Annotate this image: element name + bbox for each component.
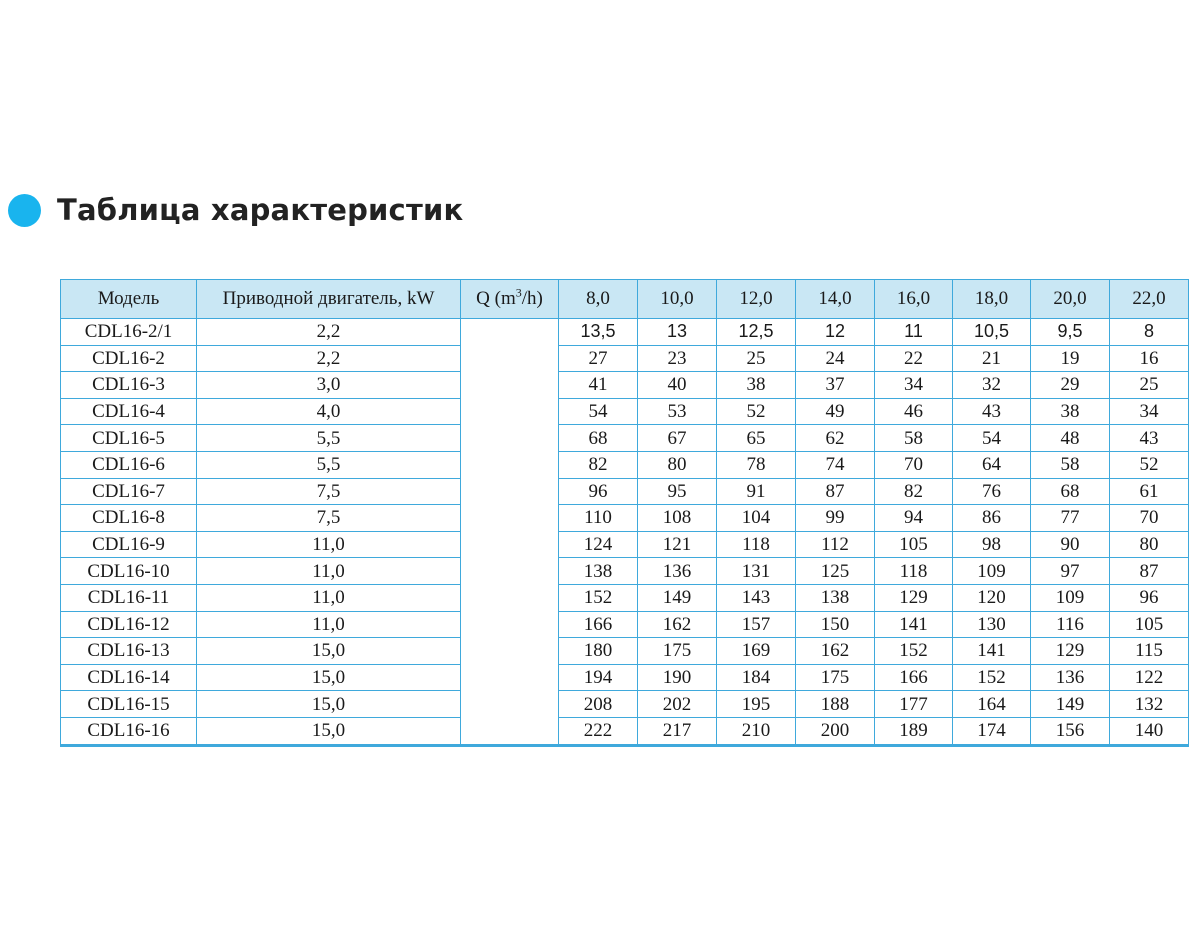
header-flow [461, 280, 559, 319]
head-value-cell: 105 [875, 531, 953, 558]
head-value-cell: 175 [638, 638, 717, 665]
header-flow-prefix: Q (m [476, 288, 516, 309]
head-value-cell: 131 [717, 558, 796, 585]
model-cell: CDL16-5 [61, 425, 197, 452]
model-cell: CDL16-14 [61, 664, 197, 691]
table-row [61, 372, 1189, 399]
head-value-cell: 169 [717, 638, 796, 665]
head-value-cell: 166 [875, 664, 953, 691]
table-row [61, 717, 1189, 745]
model-cell: CDL16-4 [61, 398, 197, 425]
head-value-cell: 54 [559, 398, 638, 425]
head-value-cell: 162 [638, 611, 717, 638]
head-value-cell: 143 [717, 584, 796, 611]
head-value-cell: 195 [717, 691, 796, 718]
head-value-cell: 12 [796, 319, 875, 346]
table-row [61, 611, 1189, 638]
power-cell: 2,2 [197, 345, 461, 372]
head-value-cell: 29 [1031, 372, 1110, 399]
table-row [61, 664, 1189, 691]
model-cell: CDL16-7 [61, 478, 197, 505]
head-value-cell: 10,5 [953, 319, 1031, 346]
head-value-cell: 37 [796, 372, 875, 399]
header-flow-value: 20,0 [1031, 280, 1110, 319]
head-value-cell: 9,5 [1031, 319, 1110, 346]
head-value-cell: 129 [875, 584, 953, 611]
header-flow-exponent: 3 [515, 285, 522, 300]
head-value-cell: 70 [1110, 505, 1189, 532]
head-value-cell: 194 [559, 664, 638, 691]
characteristics-table [60, 279, 1189, 747]
head-value-cell: 202 [638, 691, 717, 718]
head-value-cell: 166 [559, 611, 638, 638]
head-value-cell: 136 [1031, 664, 1110, 691]
model-cell: CDL16-8 [61, 505, 197, 532]
head-value-cell: 64 [953, 451, 1031, 478]
power-cell: 15,0 [197, 691, 461, 718]
model-cell: CDL16-2 [61, 345, 197, 372]
head-value-cell: 13 [638, 319, 717, 346]
head-value-cell: 34 [875, 372, 953, 399]
head-value-cell: 149 [638, 584, 717, 611]
model-cell: CDL16-12 [61, 611, 197, 638]
head-value-cell: 200 [796, 717, 875, 745]
table-row [61, 425, 1189, 452]
head-value-cell: 174 [953, 717, 1031, 745]
head-value-cell: 16 [1110, 345, 1189, 372]
head-value-cell: 58 [1031, 451, 1110, 478]
table-row [61, 531, 1189, 558]
head-value-cell: 91 [717, 478, 796, 505]
table-row [61, 451, 1189, 478]
head-value-cell: 78 [717, 451, 796, 478]
head-value-cell: 164 [953, 691, 1031, 718]
head-value-cell: 109 [1031, 584, 1110, 611]
head-value-cell: 99 [796, 505, 875, 532]
header-flow-value: 12,0 [717, 280, 796, 319]
power-cell: 11,0 [197, 558, 461, 585]
head-value-cell: 222 [559, 717, 638, 745]
head-value-cell: 140 [1110, 717, 1189, 745]
head-value-cell: 34 [1110, 398, 1189, 425]
head-value-cell: 141 [953, 638, 1031, 665]
head-value-cell: 61 [1110, 478, 1189, 505]
head-value-cell: 177 [875, 691, 953, 718]
model-cell: CDL16-6 [61, 451, 197, 478]
head-value-cell: 25 [717, 345, 796, 372]
head-value-cell: 46 [875, 398, 953, 425]
head-value-cell: 54 [953, 425, 1031, 452]
head-value-cell: 97 [1031, 558, 1110, 585]
head-value-cell: 118 [875, 558, 953, 585]
head-value-cell: 217 [638, 717, 717, 745]
bullet-dot-icon [8, 194, 41, 227]
head-value-cell: 80 [1110, 531, 1189, 558]
head-value-cell: 120 [953, 584, 1031, 611]
head-value-cell: 129 [1031, 638, 1110, 665]
head-value-cell: 68 [559, 425, 638, 452]
head-value-cell: 8 [1110, 319, 1189, 346]
page-title: Таблица характеристик [57, 193, 464, 227]
head-value-cell: 125 [796, 558, 875, 585]
model-cell: CDL16-11 [61, 584, 197, 611]
table-header-row [61, 280, 1189, 319]
head-value-cell: 32 [953, 372, 1031, 399]
head-value-cell: 98 [953, 531, 1031, 558]
head-value-cell: 82 [875, 478, 953, 505]
head-value-cell: 188 [796, 691, 875, 718]
head-value-cell: 21 [953, 345, 1031, 372]
head-value-cell: 122 [1110, 664, 1189, 691]
head-value-cell: 22 [875, 345, 953, 372]
table-row [61, 345, 1189, 372]
head-value-cell: 115 [1110, 638, 1189, 665]
head-value-cell: 38 [1031, 398, 1110, 425]
head-value-cell: 11 [875, 319, 953, 346]
power-cell: 15,0 [197, 664, 461, 691]
header-flow-value: 18,0 [953, 280, 1031, 319]
power-cell: 7,5 [197, 478, 461, 505]
head-value-cell: 13,5 [559, 319, 638, 346]
head-value-cell: 87 [796, 478, 875, 505]
header-motor: Приводной двигатель, kW [197, 280, 461, 319]
head-label-cell [461, 319, 559, 746]
model-cell: CDL16-13 [61, 638, 197, 665]
head-value-cell: 138 [796, 584, 875, 611]
head-value-cell: 162 [796, 638, 875, 665]
head-value-cell: 96 [559, 478, 638, 505]
power-cell: 15,0 [197, 638, 461, 665]
head-value-cell: 41 [559, 372, 638, 399]
head-value-cell: 70 [875, 451, 953, 478]
model-cell: CDL16-16 [61, 717, 197, 745]
power-cell: 15,0 [197, 717, 461, 745]
power-cell: 7,5 [197, 505, 461, 532]
head-value-cell: 43 [953, 398, 1031, 425]
head-value-cell: 77 [1031, 505, 1110, 532]
head-value-cell: 76 [953, 478, 1031, 505]
head-value-cell: 82 [559, 451, 638, 478]
head-value-cell: 53 [638, 398, 717, 425]
head-value-cell: 110 [559, 505, 638, 532]
head-value-cell: 94 [875, 505, 953, 532]
head-value-cell: 149 [1031, 691, 1110, 718]
head-value-cell: 189 [875, 717, 953, 745]
table-row [61, 398, 1189, 425]
table-row [61, 691, 1189, 718]
power-cell: 11,0 [197, 584, 461, 611]
head-value-cell: 40 [638, 372, 717, 399]
head-value-cell: 180 [559, 638, 638, 665]
head-value-cell: 48 [1031, 425, 1110, 452]
head-value-cell: 25 [1110, 372, 1189, 399]
head-value-cell: 23 [638, 345, 717, 372]
header-model: Модель [61, 280, 197, 319]
head-value-cell: 152 [559, 584, 638, 611]
head-value-cell: 38 [717, 372, 796, 399]
head-value-cell: 43 [1110, 425, 1189, 452]
head-value-cell: 141 [875, 611, 953, 638]
head-value-cell: 124 [559, 531, 638, 558]
head-value-cell: 121 [638, 531, 717, 558]
power-cell: 11,0 [197, 611, 461, 638]
head-value-cell: 132 [1110, 691, 1189, 718]
head-value-cell: 150 [796, 611, 875, 638]
table-body [61, 319, 1189, 746]
table-row [61, 319, 1189, 346]
head-value-cell: 130 [953, 611, 1031, 638]
model-cell: CDL16-2/1 [61, 319, 197, 346]
header-flow-value: 14,0 [796, 280, 875, 319]
model-cell: CDL16-3 [61, 372, 197, 399]
model-cell: CDL16-15 [61, 691, 197, 718]
head-value-cell: 138 [559, 558, 638, 585]
head-value-cell: 108 [638, 505, 717, 532]
head-value-cell: 96 [1110, 584, 1189, 611]
power-cell: 4,0 [197, 398, 461, 425]
head-value-cell: 58 [875, 425, 953, 452]
header-flow-suffix: /h) [521, 288, 543, 309]
head-value-cell: 52 [717, 398, 796, 425]
table-row [61, 505, 1189, 532]
head-value-cell: 152 [875, 638, 953, 665]
table-row [61, 584, 1189, 611]
power-cell: 5,5 [197, 425, 461, 452]
table-row [61, 638, 1189, 665]
head-value-cell: 27 [559, 345, 638, 372]
head-value-cell: 74 [796, 451, 875, 478]
head-value-cell: 105 [1110, 611, 1189, 638]
head-value-cell: 12,5 [717, 319, 796, 346]
head-value-cell: 19 [1031, 345, 1110, 372]
header-flow-value: 10,0 [638, 280, 717, 319]
header-flow-value: 16,0 [875, 280, 953, 319]
head-value-cell: 68 [1031, 478, 1110, 505]
table-row [61, 558, 1189, 585]
head-value-cell: 136 [638, 558, 717, 585]
power-cell: 2,2 [197, 319, 461, 346]
head-value-cell: 190 [638, 664, 717, 691]
head-value-cell: 118 [717, 531, 796, 558]
head-value-cell: 175 [796, 664, 875, 691]
head-value-cell: 49 [796, 398, 875, 425]
head-value-cell: 157 [717, 611, 796, 638]
head-value-cell: 95 [638, 478, 717, 505]
head-value-cell: 184 [717, 664, 796, 691]
head-value-cell: 104 [717, 505, 796, 532]
head-value-cell: 24 [796, 345, 875, 372]
head-value-cell: 86 [953, 505, 1031, 532]
head-value-cell: 156 [1031, 717, 1110, 745]
model-cell: CDL16-9 [61, 531, 197, 558]
model-cell: CDL16-10 [61, 558, 197, 585]
table-row [61, 478, 1189, 505]
head-value-cell: 65 [717, 425, 796, 452]
power-cell: 3,0 [197, 372, 461, 399]
header-flow-value: 8,0 [559, 280, 638, 319]
head-value-cell: 90 [1031, 531, 1110, 558]
power-cell: 5,5 [197, 451, 461, 478]
head-value-cell: 116 [1031, 611, 1110, 638]
head-value-cell: 62 [796, 425, 875, 452]
power-cell: 11,0 [197, 531, 461, 558]
header-flow-value: 22,0 [1110, 280, 1189, 319]
head-value-cell: 109 [953, 558, 1031, 585]
head-value-cell: 67 [638, 425, 717, 452]
page-heading [8, 188, 463, 232]
head-value-cell: 152 [953, 664, 1031, 691]
head-value-cell: 52 [1110, 451, 1189, 478]
head-value-cell: 208 [559, 691, 638, 718]
head-value-cell: 112 [796, 531, 875, 558]
head-value-cell: 87 [1110, 558, 1189, 585]
head-value-cell: 210 [717, 717, 796, 745]
head-value-cell: 80 [638, 451, 717, 478]
